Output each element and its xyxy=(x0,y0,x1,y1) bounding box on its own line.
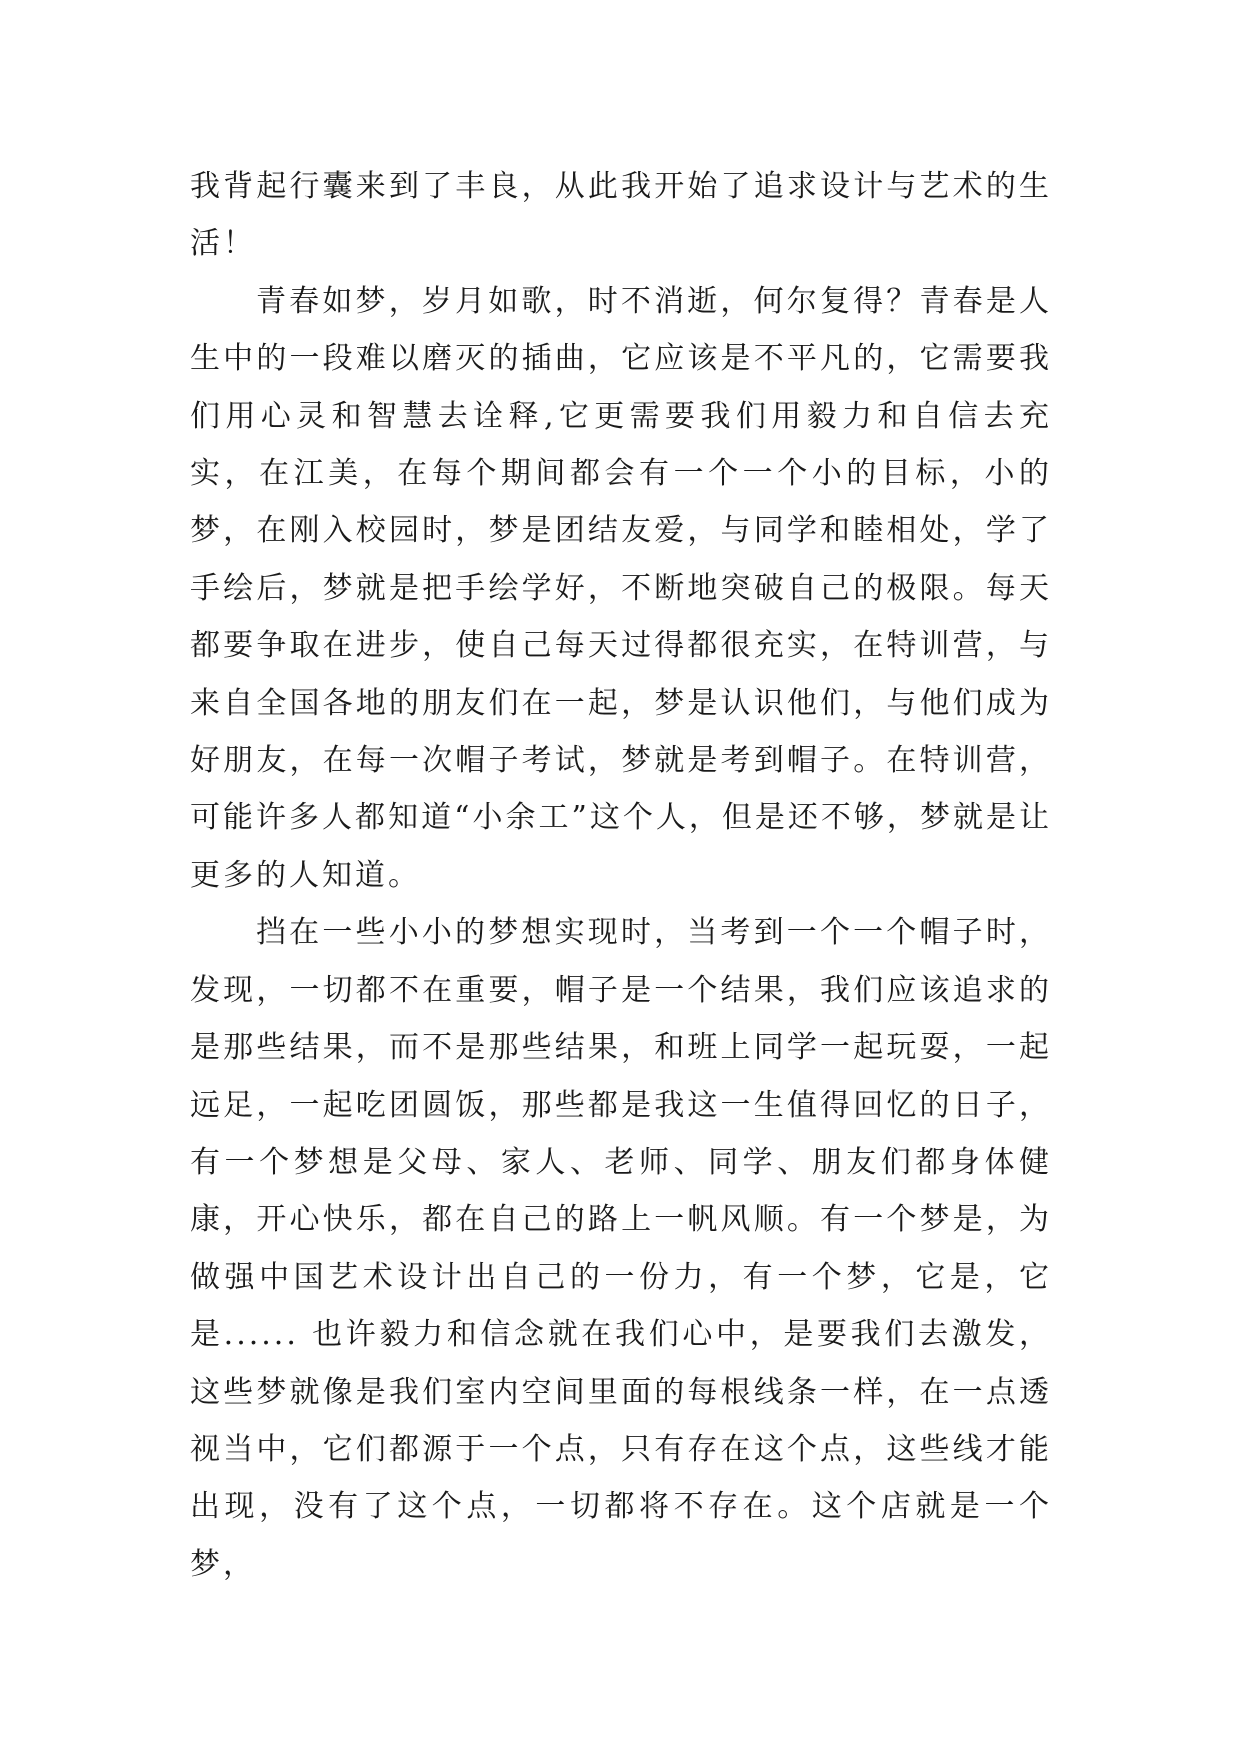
paragraph-2: 青春如梦，岁月如歌，时不消逝，何尔复得？青春是人生中的一段难以磨灭的插曲，它应该是不平凡的，它需要我们用心灵和智慧去诠释,它更需要我们用毅力和自信去充实，在江美，在每个期间都会有一个一个小的目标，小的梦，在刚入校园时，梦是团结友爱，与同学和睦相处，学了手绘后，梦就是把手绘学好，不断地突破自己的极限。每天都要争取在进步，使自己每天过得都很充实，在特训营，与来自全国各地的朋友们在一起，梦是认识他们，与他们成为好朋友，在每一次帽子考试，梦就是考到帽子。在特训营，可能许多人都知道“小余工”这个人，但是还不够，梦就是让更多的人知道。 xyxy=(190,283,1052,893)
paragraph-3: 挡在一些小小的梦想实现时，当考到一个一个帽子时，发现，一切都不在重要，帽子是一个结果，我们应该追求的是那些结果，而不是那些结果，和班上同学一起玩耍，一起远足，一起吃团圆饭，那些都是我这一生值得回忆的日子，有一个梦想是父母、家人、老师、同学、朋友们都身体健康，开心快乐，都在自己的路上一帆风顺。有一个梦是，为做强中国艺术设计出自己的一份力，有一个梦，它是，它是...... 也许毅力和信念就在我们心中，是要我们去激发，这些梦就像是我们室内空间里面的每根线条一样，在一点透视当中，它们都源于一个点，只有存在这个点，这些线才能出现，没有了这个点，一切都将不存在。这个店就是一个梦， xyxy=(190,915,1052,1582)
paragraph-1: 我背起行囊来到了丰良，从此我开始了追求设计与艺术的生活！ xyxy=(190,169,1052,262)
document-body xyxy=(190,158,1052,1593)
